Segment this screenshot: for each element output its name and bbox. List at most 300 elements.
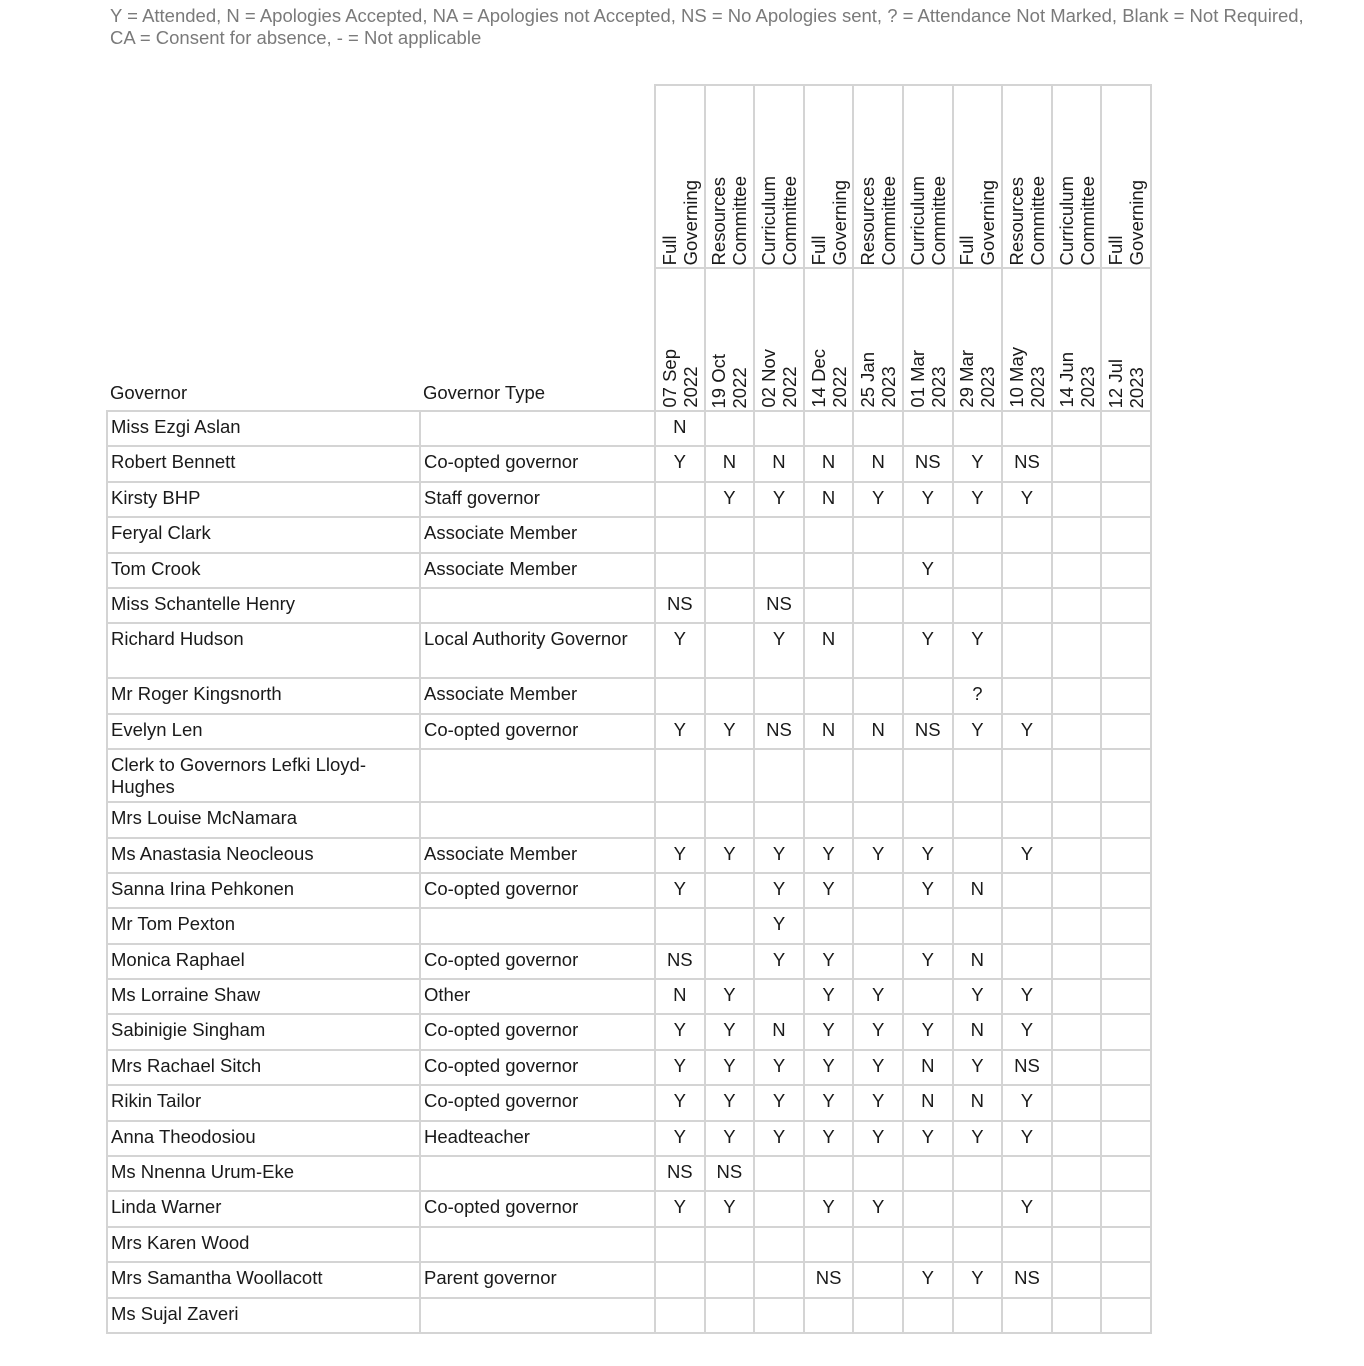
attendance-mark: Y bbox=[655, 838, 705, 873]
attendance-mark: Y bbox=[853, 838, 903, 873]
attendance-mark bbox=[1002, 588, 1052, 623]
governor-type bbox=[420, 1227, 655, 1262]
attendance-mark: NS bbox=[655, 588, 705, 623]
governor-row bbox=[107, 944, 1151, 979]
attendance-mark bbox=[853, 623, 903, 678]
attendance-mark bbox=[1002, 802, 1052, 837]
attendance-mark bbox=[853, 749, 903, 802]
meeting-type-header bbox=[853, 85, 903, 268]
governor-type: Co-opted governor bbox=[420, 1014, 655, 1049]
governor-row bbox=[107, 802, 1151, 837]
attendance-mark bbox=[1101, 1227, 1151, 1262]
attendance-mark: Y bbox=[804, 1014, 854, 1049]
governor-row bbox=[107, 908, 1151, 943]
attendance-mark: NS bbox=[754, 588, 804, 623]
attendance-mark bbox=[953, 1191, 1003, 1226]
meeting-date-label: 19 Oct 2022 bbox=[708, 353, 751, 408]
attendance-mark: Y bbox=[953, 1050, 1003, 1085]
attendance-mark bbox=[804, 517, 854, 552]
attendance-mark bbox=[1052, 714, 1102, 749]
attendance-mark: Y bbox=[1002, 1191, 1052, 1226]
meeting-type-label: Resources Committee bbox=[857, 175, 900, 265]
governor-row bbox=[107, 482, 1151, 517]
attendance-mark bbox=[1101, 517, 1151, 552]
attendance-mark: Y bbox=[655, 623, 705, 678]
attendance-mark bbox=[705, 1227, 755, 1262]
attendance-mark: N bbox=[655, 411, 705, 446]
attendance-mark: NS bbox=[1002, 1050, 1052, 1085]
attendance-mark bbox=[655, 678, 705, 713]
attendance-mark bbox=[705, 1298, 755, 1333]
governor-row bbox=[107, 979, 1151, 1014]
attendance-mark bbox=[953, 588, 1003, 623]
attendance-mark bbox=[853, 802, 903, 837]
governor-type: Other bbox=[420, 979, 655, 1014]
meeting-date-header bbox=[853, 268, 903, 411]
attendance-mark bbox=[1101, 1085, 1151, 1120]
attendance-mark bbox=[804, 802, 854, 837]
attendance-mark: N bbox=[853, 446, 903, 481]
attendance-mark: N bbox=[953, 873, 1003, 908]
attendance-mark bbox=[1052, 1227, 1102, 1262]
attendance-mark bbox=[1052, 749, 1102, 802]
governor-name: Ms Nnenna Urum-Eke bbox=[107, 1156, 420, 1191]
governor-type: Associate Member bbox=[420, 553, 655, 588]
attendance-mark: Y bbox=[853, 482, 903, 517]
meeting-type-header bbox=[655, 85, 705, 268]
meeting-type-label: Full Governing bbox=[956, 179, 999, 265]
attendance-mark: NS bbox=[903, 714, 953, 749]
meeting-type-label: Curriculum Committee bbox=[1055, 175, 1098, 265]
governor-name: Sanna Irina Pehkonen bbox=[107, 873, 420, 908]
attendance-mark bbox=[1052, 1262, 1102, 1297]
attendance-mark: Y bbox=[804, 1050, 854, 1085]
meeting-date-label: 02 Nov 2022 bbox=[757, 349, 800, 408]
attendance-mark bbox=[1052, 944, 1102, 979]
attendance-mark: N bbox=[953, 944, 1003, 979]
attendance-mark: NS bbox=[1002, 446, 1052, 481]
governor-type: Associate Member bbox=[420, 838, 655, 873]
meeting-date-header bbox=[705, 268, 755, 411]
attendance-table bbox=[106, 84, 1152, 1334]
attendance-mark: NS bbox=[705, 1156, 755, 1191]
attendance-mark bbox=[953, 1298, 1003, 1333]
attendance-mark bbox=[1101, 802, 1151, 837]
attendance-mark bbox=[1101, 553, 1151, 588]
attendance-mark: Y bbox=[655, 873, 705, 908]
attendance-mark: Y bbox=[953, 623, 1003, 678]
attendance-mark: Y bbox=[1002, 979, 1052, 1014]
meeting-type-header bbox=[804, 85, 854, 268]
attendance-mark bbox=[953, 802, 1003, 837]
governor-type: Co-opted governor bbox=[420, 1050, 655, 1085]
attendance-mark bbox=[655, 749, 705, 802]
meeting-date-label: 29 Mar 2023 bbox=[956, 350, 999, 408]
attendance-mark bbox=[1101, 1156, 1151, 1191]
attendance-mark bbox=[1002, 873, 1052, 908]
attendance-mark: Y bbox=[655, 1050, 705, 1085]
attendance-mark: Y bbox=[1002, 838, 1052, 873]
meeting-type-header-row bbox=[107, 85, 1151, 268]
attendance-mark bbox=[1052, 446, 1102, 481]
governor-row bbox=[107, 1121, 1151, 1156]
attendance-mark bbox=[705, 678, 755, 713]
meeting-date-label: 12 Jul 2023 bbox=[1105, 358, 1148, 408]
attendance-mark bbox=[953, 1156, 1003, 1191]
attendance-mark bbox=[705, 802, 755, 837]
governor-row bbox=[107, 1262, 1151, 1297]
attendance-mark: N bbox=[804, 623, 854, 678]
attendance-mark: Y bbox=[705, 482, 755, 517]
attendance-mark: Y bbox=[1002, 1121, 1052, 1156]
attendance-mark: NS bbox=[655, 1156, 705, 1191]
attendance-mark bbox=[853, 1298, 903, 1333]
governor-name: Evelyn Len bbox=[107, 714, 420, 749]
attendance-mark: Y bbox=[754, 1085, 804, 1120]
attendance-mark bbox=[1101, 482, 1151, 517]
governor-row bbox=[107, 517, 1151, 552]
attendance-mark bbox=[754, 411, 804, 446]
governor-name: Robert Bennett bbox=[107, 446, 420, 481]
governor-name: Linda Warner bbox=[107, 1191, 420, 1226]
meeting-date-header bbox=[953, 268, 1003, 411]
attendance-mark: Y bbox=[853, 1191, 903, 1226]
attendance-mark bbox=[754, 517, 804, 552]
governor-row bbox=[107, 714, 1151, 749]
attendance-mark bbox=[1101, 1121, 1151, 1156]
meeting-date-header bbox=[903, 268, 953, 411]
attendance-mark bbox=[1002, 678, 1052, 713]
governor-row bbox=[107, 838, 1151, 873]
attendance-mark bbox=[1101, 411, 1151, 446]
attendance-mark: N bbox=[655, 979, 705, 1014]
attendance-mark bbox=[754, 979, 804, 1014]
attendance-mark bbox=[1101, 588, 1151, 623]
attendance-mark: NS bbox=[655, 944, 705, 979]
attendance-mark: Y bbox=[903, 553, 953, 588]
attendance-mark bbox=[1052, 482, 1102, 517]
meeting-type-label: Full Governing bbox=[807, 179, 850, 265]
attendance-mark: Y bbox=[655, 714, 705, 749]
attendance-mark bbox=[655, 1262, 705, 1297]
attendance-mark: NS bbox=[804, 1262, 854, 1297]
governor-type: Staff governor bbox=[420, 482, 655, 517]
governor-name: Miss Schantelle Henry bbox=[107, 588, 420, 623]
attendance-mark: Y bbox=[754, 944, 804, 979]
attendance-mark: Y bbox=[705, 1121, 755, 1156]
attendance-mark bbox=[1101, 944, 1151, 979]
attendance-mark: Y bbox=[953, 1262, 1003, 1297]
attendance-key-line-2: CA = Consent for absence, - = Not applicable bbox=[110, 27, 482, 48]
governor-name: Tom Crook bbox=[107, 553, 420, 588]
governor-name: Feryal Clark bbox=[107, 517, 420, 552]
meeting-type-header bbox=[754, 85, 804, 268]
attendance-mark bbox=[903, 1227, 953, 1262]
meeting-type-label: Full Governing bbox=[1105, 179, 1148, 265]
attendance-mark: Y bbox=[903, 873, 953, 908]
attendance-mark bbox=[705, 1262, 755, 1297]
attendance-mark bbox=[1002, 749, 1052, 802]
governor-name: Mrs Rachael Sitch bbox=[107, 1050, 420, 1085]
meeting-type-label: Resources Committee bbox=[1005, 175, 1048, 265]
attendance-mark bbox=[853, 678, 903, 713]
attendance-mark: Y bbox=[754, 908, 804, 943]
attendance-mark bbox=[1002, 517, 1052, 552]
attendance-mark bbox=[804, 678, 854, 713]
attendance-mark bbox=[705, 908, 755, 943]
attendance-mark bbox=[655, 482, 705, 517]
attendance-mark bbox=[853, 588, 903, 623]
attendance-mark bbox=[1101, 1298, 1151, 1333]
attendance-mark: Y bbox=[655, 1085, 705, 1120]
meeting-date-label: 25 Jan 2023 bbox=[857, 352, 900, 408]
attendance-mark bbox=[1002, 623, 1052, 678]
governor-row bbox=[107, 411, 1151, 446]
attendance-mark: Y bbox=[903, 1121, 953, 1156]
attendance-mark: Y bbox=[804, 873, 854, 908]
attendance-mark bbox=[853, 517, 903, 552]
attendance-mark bbox=[705, 588, 755, 623]
attendance-mark: N bbox=[754, 446, 804, 481]
meeting-type-header bbox=[1052, 85, 1102, 268]
attendance-mark bbox=[1101, 1262, 1151, 1297]
meeting-date-header bbox=[1101, 268, 1151, 411]
attendance-mark bbox=[1052, 1050, 1102, 1085]
attendance-mark: Y bbox=[953, 714, 1003, 749]
attendance-mark: Y bbox=[705, 714, 755, 749]
attendance-mark: ? bbox=[953, 678, 1003, 713]
attendance-mark bbox=[754, 1227, 804, 1262]
governor-type: Co-opted governor bbox=[420, 1085, 655, 1120]
governor-row bbox=[107, 1085, 1151, 1120]
governor-name: Richard Hudson bbox=[107, 623, 420, 678]
attendance-mark bbox=[804, 1227, 854, 1262]
attendance-mark bbox=[853, 411, 903, 446]
attendance-mark bbox=[754, 553, 804, 588]
governor-name: Mrs Karen Wood bbox=[107, 1227, 420, 1262]
attendance-mark: Y bbox=[804, 1085, 854, 1120]
attendance-mark: Y bbox=[804, 838, 854, 873]
attendance-mark: Y bbox=[804, 944, 854, 979]
attendance-mark bbox=[804, 411, 854, 446]
meeting-date-header bbox=[1052, 268, 1102, 411]
attendance-mark: Y bbox=[754, 623, 804, 678]
attendance-mark bbox=[1052, 908, 1102, 943]
attendance-mark bbox=[903, 908, 953, 943]
governor-name: Mrs Samantha Woollacott bbox=[107, 1262, 420, 1297]
governor-name: Mr Roger Kingsnorth bbox=[107, 678, 420, 713]
attendance-mark: Y bbox=[1002, 1014, 1052, 1049]
attendance-mark bbox=[903, 749, 953, 802]
attendance-mark: Y bbox=[853, 979, 903, 1014]
meeting-date-header bbox=[804, 268, 854, 411]
attendance-mark bbox=[1052, 678, 1102, 713]
meeting-type-label: Resources Committee bbox=[708, 175, 751, 265]
attendance-key-line-1: Y = Attended, N = Apologies Accepted, NA = Apologies not Accepted, NS = No Apologies sent, ? = Attendance Not Marked, Blank = Not Required, bbox=[110, 5, 1304, 26]
attendance-mark bbox=[1052, 411, 1102, 446]
meeting-type-label: Curriculum Committee bbox=[906, 175, 949, 265]
attendance-mark bbox=[1101, 623, 1151, 678]
governor-row bbox=[107, 678, 1151, 713]
attendance-mark bbox=[1002, 1156, 1052, 1191]
attendance-mark: Y bbox=[903, 1262, 953, 1297]
governor-type: Co-opted governor bbox=[420, 714, 655, 749]
governor-name: Kirsty BHP bbox=[107, 482, 420, 517]
governor-type: Associate Member bbox=[420, 678, 655, 713]
attendance-mark bbox=[853, 1156, 903, 1191]
attendance-mark: Y bbox=[705, 1085, 755, 1120]
attendance-mark: N bbox=[853, 714, 903, 749]
attendance-mark: N bbox=[804, 482, 854, 517]
attendance-mark bbox=[1052, 1156, 1102, 1191]
attendance-mark bbox=[903, 1191, 953, 1226]
governor-type: Parent governor bbox=[420, 1262, 655, 1297]
attendance-mark bbox=[1052, 1085, 1102, 1120]
governor-type bbox=[420, 1298, 655, 1333]
attendance-mark: N bbox=[705, 446, 755, 481]
governor-type bbox=[420, 908, 655, 943]
attendance-mark bbox=[1052, 1014, 1102, 1049]
attendance-mark bbox=[853, 908, 903, 943]
meeting-date-label: 01 Mar 2023 bbox=[906, 350, 949, 408]
attendance-mark bbox=[1052, 517, 1102, 552]
attendance-mark: Y bbox=[804, 979, 854, 1014]
attendance-mark bbox=[1101, 838, 1151, 873]
attendance-mark bbox=[1052, 553, 1102, 588]
attendance-mark bbox=[853, 553, 903, 588]
attendance-mark: NS bbox=[754, 714, 804, 749]
governor-type: Associate Member bbox=[420, 517, 655, 552]
attendance-mark: N bbox=[903, 1085, 953, 1120]
attendance-mark bbox=[1002, 944, 1052, 979]
governor-name: Monica Raphael bbox=[107, 944, 420, 979]
attendance-mark bbox=[754, 1156, 804, 1191]
attendance-mark bbox=[754, 1298, 804, 1333]
attendance-mark: Y bbox=[655, 1014, 705, 1049]
attendance-mark bbox=[754, 802, 804, 837]
attendance-mark bbox=[953, 838, 1003, 873]
attendance-mark: Y bbox=[754, 1050, 804, 1085]
attendance-mark: N bbox=[804, 714, 854, 749]
attendance-mark bbox=[1101, 979, 1151, 1014]
attendance-mark bbox=[705, 944, 755, 979]
attendance-mark: Y bbox=[655, 1191, 705, 1226]
attendance-mark: Y bbox=[903, 482, 953, 517]
attendance-mark: Y bbox=[655, 1121, 705, 1156]
attendance-mark: N bbox=[903, 1050, 953, 1085]
attendance-mark bbox=[1052, 979, 1102, 1014]
attendance-mark bbox=[655, 553, 705, 588]
attendance-mark bbox=[853, 1262, 903, 1297]
attendance-mark: Y bbox=[705, 1050, 755, 1085]
governor-name: Mr Tom Pexton bbox=[107, 908, 420, 943]
attendance-mark: Y bbox=[853, 1014, 903, 1049]
attendance-mark bbox=[655, 517, 705, 552]
attendance-mark bbox=[1002, 908, 1052, 943]
meeting-date-header bbox=[655, 268, 705, 411]
attendance-mark bbox=[853, 1227, 903, 1262]
attendance-mark: Y bbox=[853, 1050, 903, 1085]
governor-name: Miss Ezgi Aslan bbox=[107, 411, 420, 446]
meeting-type-header bbox=[1002, 85, 1052, 268]
attendance-mark bbox=[705, 553, 755, 588]
attendance-mark: Y bbox=[953, 482, 1003, 517]
attendance-mark: Y bbox=[705, 979, 755, 1014]
governor-row bbox=[107, 1298, 1151, 1333]
attendance-mark bbox=[804, 749, 854, 802]
meeting-type-header bbox=[705, 85, 755, 268]
attendance-mark bbox=[1052, 873, 1102, 908]
attendance-mark: NS bbox=[1002, 1262, 1052, 1297]
attendance-mark bbox=[754, 749, 804, 802]
meeting-type-header bbox=[1101, 85, 1151, 268]
attendance-mark: Y bbox=[705, 1014, 755, 1049]
meeting-type-label: Curriculum Committee bbox=[757, 175, 800, 265]
attendance-mark bbox=[705, 873, 755, 908]
attendance-mark bbox=[655, 1298, 705, 1333]
governor-row bbox=[107, 1156, 1151, 1191]
attendance-mark bbox=[903, 1298, 953, 1333]
attendance-mark bbox=[1002, 411, 1052, 446]
governor-row bbox=[107, 588, 1151, 623]
attendance-mark: Y bbox=[1002, 1085, 1052, 1120]
governor-name: Rikin Tailor bbox=[107, 1085, 420, 1120]
attendance-mark bbox=[804, 588, 854, 623]
attendance-mark bbox=[903, 411, 953, 446]
attendance-mark bbox=[853, 944, 903, 979]
governor-row bbox=[107, 553, 1151, 588]
attendance-mark bbox=[953, 517, 1003, 552]
attendance-mark bbox=[903, 1156, 953, 1191]
attendance-mark: Y bbox=[705, 838, 755, 873]
attendance-mark bbox=[1002, 1227, 1052, 1262]
attendance-mark bbox=[804, 1156, 854, 1191]
meeting-type-label: Full Governing bbox=[658, 179, 701, 265]
governor-name: Ms Anastasia Neocleous bbox=[107, 838, 420, 873]
attendance-table-body bbox=[107, 411, 1151, 1333]
attendance-mark bbox=[953, 908, 1003, 943]
governor-type-column-header: Governor Type bbox=[423, 382, 546, 403]
attendance-mark: Y bbox=[903, 838, 953, 873]
attendance-mark bbox=[1052, 1298, 1102, 1333]
attendance-mark: N bbox=[953, 1014, 1003, 1049]
meeting-type-header bbox=[953, 85, 1003, 268]
attendance-mark bbox=[953, 1227, 1003, 1262]
meeting-date-label: 14 Dec 2022 bbox=[807, 349, 850, 408]
governor-row bbox=[107, 1227, 1151, 1262]
attendance-mark: Y bbox=[1002, 482, 1052, 517]
governor-name: Ms Sujal Zaveri bbox=[107, 1298, 420, 1333]
attendance-mark bbox=[1101, 1050, 1151, 1085]
meeting-date-label: 10 May 2023 bbox=[1005, 347, 1048, 408]
attendance-mark bbox=[1052, 623, 1102, 678]
governor-row bbox=[107, 1191, 1151, 1226]
governor-name: Ms Lorraine Shaw bbox=[107, 979, 420, 1014]
attendance-mark bbox=[1101, 678, 1151, 713]
governor-column-header: Governor bbox=[110, 382, 188, 403]
attendance-mark bbox=[754, 1191, 804, 1226]
attendance-mark bbox=[705, 749, 755, 802]
governor-row bbox=[107, 446, 1151, 481]
governor-type bbox=[420, 802, 655, 837]
attendance-mark: Y bbox=[903, 944, 953, 979]
attendance-mark: Y bbox=[953, 1121, 1003, 1156]
attendance-mark bbox=[1052, 838, 1102, 873]
attendance-mark bbox=[1052, 802, 1102, 837]
attendance-mark bbox=[953, 749, 1003, 802]
attendance-mark bbox=[1101, 873, 1151, 908]
attendance-mark: Y bbox=[754, 873, 804, 908]
